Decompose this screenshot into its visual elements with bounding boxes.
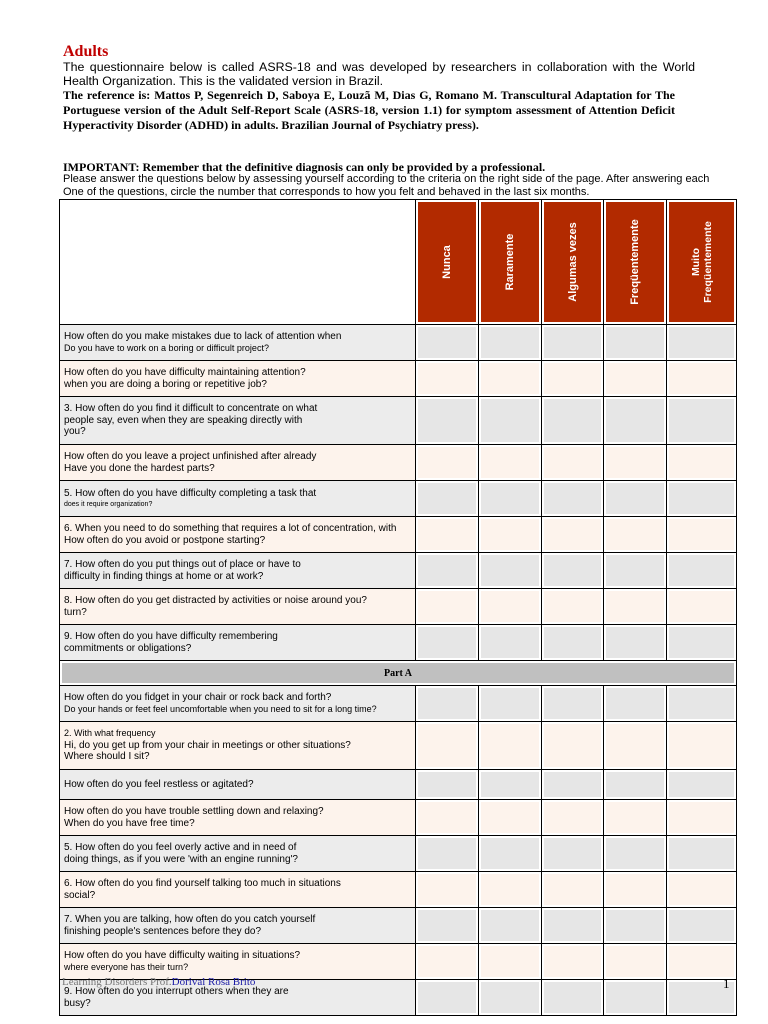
question-text xyxy=(60,361,416,397)
question-line: 9. How often do you have difficulty remembering xyxy=(64,631,278,642)
answer-cell[interactable] xyxy=(604,553,667,589)
answer-cell[interactable] xyxy=(604,445,667,481)
answer-cell[interactable] xyxy=(479,397,542,445)
answer-cell[interactable] xyxy=(542,686,604,722)
answer-cell[interactable] xyxy=(542,553,604,589)
question-text xyxy=(60,517,416,553)
question-row xyxy=(60,481,737,517)
question-line: commitments or obligations? xyxy=(64,642,192,654)
answer-cell[interactable] xyxy=(479,589,542,625)
column-header: Nunca xyxy=(416,200,479,325)
answer-cell[interactable] xyxy=(416,397,479,445)
answer-cell[interactable] xyxy=(667,872,737,908)
answer-cell[interactable] xyxy=(416,445,479,481)
answer-cell[interactable] xyxy=(416,980,479,1016)
answer-cell[interactable] xyxy=(542,800,604,836)
question-text xyxy=(60,686,416,722)
answer-cell[interactable] xyxy=(667,625,737,661)
answer-cell[interactable] xyxy=(667,908,737,944)
question-row xyxy=(60,908,737,944)
answer-cell[interactable] xyxy=(479,770,542,800)
answer-cell[interactable] xyxy=(479,872,542,908)
question-row xyxy=(60,397,737,445)
answer-cell[interactable] xyxy=(416,836,479,872)
answer-cell[interactable] xyxy=(479,325,542,361)
question-text xyxy=(60,944,416,980)
answer-cell[interactable] xyxy=(479,625,542,661)
question-line: How often do you avoid or postpone starting? xyxy=(64,534,266,546)
question-line: Hi, do you get up from your chair in meetings or other situations? xyxy=(64,739,351,751)
answer-cell[interactable] xyxy=(542,589,604,625)
answer-cell[interactable] xyxy=(479,445,542,481)
answer-cell[interactable] xyxy=(667,481,737,517)
answer-cell[interactable] xyxy=(542,397,604,445)
answer-cell[interactable] xyxy=(416,589,479,625)
answer-cell[interactable] xyxy=(604,517,667,553)
important-note: IMPORTANT: Remember that the definitive diagnosis can only be provided by a professional. xyxy=(63,160,546,174)
answer-cell[interactable] xyxy=(667,589,737,625)
answer-cell[interactable] xyxy=(542,481,604,517)
answer-cell[interactable] xyxy=(479,800,542,836)
question-row xyxy=(60,722,737,770)
question-line: where everyone has their turn? xyxy=(64,961,189,972)
answer-cell[interactable] xyxy=(604,980,667,1016)
answer-cell[interactable] xyxy=(479,686,542,722)
question-text xyxy=(60,800,416,836)
column-header: Algumas vezes xyxy=(542,200,604,325)
column-header: Raramente xyxy=(479,200,542,325)
answer-cell[interactable] xyxy=(479,553,542,589)
question-line: Have you done the hardest parts? xyxy=(64,462,215,474)
answer-cell[interactable] xyxy=(542,944,604,980)
answer-cell[interactable] xyxy=(604,686,667,722)
answer-cell[interactable] xyxy=(542,517,604,553)
question-row xyxy=(60,944,737,980)
page-title: Adults xyxy=(63,43,109,60)
answer-cell[interactable] xyxy=(604,361,667,397)
question-line: social? xyxy=(64,889,96,901)
part-a-label: Part A xyxy=(60,661,737,686)
answer-cell[interactable] xyxy=(604,589,667,625)
question-row xyxy=(60,686,737,722)
answer-cell[interactable] xyxy=(604,625,667,661)
answer-cell[interactable] xyxy=(542,770,604,800)
answer-cell[interactable] xyxy=(542,625,604,661)
answer-cell[interactable] xyxy=(604,944,667,980)
question-text xyxy=(60,770,416,800)
question-line: 9. How often do you interrupt others when they are xyxy=(64,986,289,997)
column-header: Muito Freqüentemente xyxy=(667,200,737,325)
question-text xyxy=(60,481,416,517)
answer-cell[interactable] xyxy=(667,800,737,836)
question-line: turn? xyxy=(64,606,87,618)
answer-cell[interactable] xyxy=(416,770,479,800)
answer-cell[interactable] xyxy=(604,325,667,361)
answer-cell[interactable] xyxy=(416,553,479,589)
question-line: When do you have free time? xyxy=(64,817,195,829)
question-text xyxy=(60,625,416,661)
footer xyxy=(62,976,255,988)
question-text xyxy=(60,325,416,361)
intro-paragraph: The questionnaire below is called ASRS-18 and was developed by researchers in collaboration with the World Health Organization. This is the validated version in Brazil. xyxy=(63,60,695,88)
answer-cell[interactable] xyxy=(416,517,479,553)
question-line: people say, even when they are speaking directly with xyxy=(64,414,303,426)
answer-cell[interactable] xyxy=(604,770,667,800)
answer-cell[interactable] xyxy=(667,553,737,589)
question-line: How often do you make mistakes due to lack of attention when xyxy=(64,331,342,342)
answer-cell[interactable] xyxy=(416,872,479,908)
question-line: you? xyxy=(64,426,86,438)
questionnaire-table xyxy=(59,199,737,1016)
answer-cell[interactable] xyxy=(604,722,667,770)
question-line: How often do you have trouble settling down and relaxing? xyxy=(64,806,324,817)
question-row xyxy=(60,325,737,361)
instructions-paragraph: Please answer the questions below by assessing yourself according to the criteria on the right side of the page. After answering each One of the questions, circle the number that corresponds to how you felt and behaved in the last six months. xyxy=(63,173,710,198)
answer-cell[interactable] xyxy=(416,944,479,980)
question-row xyxy=(60,517,737,553)
question-line: 2. With what frequency xyxy=(64,728,156,739)
answer-cell[interactable] xyxy=(667,770,737,800)
question-line: How often do you feel restless or agitated? xyxy=(64,778,254,790)
question-row xyxy=(60,836,737,872)
answer-cell[interactable] xyxy=(604,836,667,872)
answer-cell[interactable] xyxy=(416,686,479,722)
question-line: How often do you have difficulty waiting in situations? xyxy=(64,950,301,961)
question-row xyxy=(60,625,737,661)
answer-cell[interactable] xyxy=(542,980,604,1016)
question-line: 5. How often do you have difficulty completing a task that xyxy=(64,488,317,500)
answer-cell[interactable] xyxy=(667,397,737,445)
question-text xyxy=(60,872,416,908)
answer-cell[interactable] xyxy=(542,325,604,361)
answer-cell[interactable] xyxy=(542,836,604,872)
question-row xyxy=(60,770,737,800)
question-line: How often do you fidget in your chair or rock back and forth? xyxy=(64,692,332,703)
answer-cell[interactable] xyxy=(542,445,604,481)
answer-cell[interactable] xyxy=(667,944,737,980)
answer-cell[interactable] xyxy=(416,722,479,770)
answer-cell[interactable] xyxy=(416,908,479,944)
question-line: Where should I sit? xyxy=(64,751,150,763)
answer-cell[interactable] xyxy=(479,836,542,872)
question-text xyxy=(60,553,416,589)
answer-cell[interactable] xyxy=(604,872,667,908)
question-line: does it require organization? xyxy=(64,500,153,508)
answer-cell[interactable] xyxy=(479,722,542,770)
question-line: difficulty in finding things at home or at work? xyxy=(64,570,264,582)
answer-cell[interactable] xyxy=(542,361,604,397)
question-row xyxy=(60,553,737,589)
question-line: busy? xyxy=(64,997,91,1009)
answer-cell[interactable] xyxy=(667,722,737,770)
answer-cell[interactable] xyxy=(604,800,667,836)
answer-cell[interactable] xyxy=(416,325,479,361)
answer-cell[interactable] xyxy=(479,944,542,980)
answer-cell[interactable] xyxy=(479,361,542,397)
question-line: 7. How often do you put things out of place or have to xyxy=(64,559,301,570)
question-text xyxy=(60,397,416,445)
question-line: Do your hands or feet feel uncomfortable when you need to sit for a long time? xyxy=(64,703,377,714)
answer-cell[interactable] xyxy=(667,686,737,722)
question-row xyxy=(60,872,737,908)
question-text xyxy=(60,836,416,872)
question-text xyxy=(60,722,416,770)
question-line: Do you have to work on a boring or difficult project? xyxy=(64,342,269,353)
footer-author: Dorival Rosa Brito xyxy=(171,976,256,988)
answer-cell[interactable] xyxy=(604,481,667,517)
question-line: How often do you have difficulty maintaining attention? xyxy=(64,367,306,378)
question-line: 3. How often do you find it difficult to concentrate on what xyxy=(64,403,318,415)
answer-cell[interactable] xyxy=(604,397,667,445)
answer-cell[interactable] xyxy=(416,800,479,836)
question-line: 6. How often do you find yourself talking too much in situations xyxy=(64,878,341,889)
question-row xyxy=(60,361,737,397)
answer-cell[interactable] xyxy=(667,325,737,361)
answer-cell[interactable] xyxy=(479,517,542,553)
answer-cell[interactable] xyxy=(667,361,737,397)
answer-cell[interactable] xyxy=(667,517,737,553)
reference-paragraph: The reference is: Mattos P, Segenreich D, Saboya E, Louzã M, Dias G, Romano M. Transcultural Adaptation for The Portuguese version of the Adult Self-Report Scale (ASRS-18, version 1.1) for symptom assessment of Attention Deficit Hyperactivity Disorder (ADHD) in adults. Brazilian Journal of Psychiatry press). xyxy=(63,88,675,132)
column-header: Freqüentemente xyxy=(604,200,667,325)
question-line: 5. How often do you feel overly active and in need of xyxy=(64,842,297,853)
answer-cell[interactable] xyxy=(479,481,542,517)
question-row xyxy=(60,800,737,836)
answer-cell[interactable] xyxy=(479,908,542,944)
page-number: 1 xyxy=(723,976,730,991)
part-a-row xyxy=(60,661,737,686)
question-line: doing things, as if you were 'with an engine running'? xyxy=(64,853,298,865)
answer-cell[interactable] xyxy=(542,872,604,908)
question-line: 7. When you are talking, how often do you catch yourself xyxy=(64,914,316,925)
question-row xyxy=(60,589,737,625)
answer-cell[interactable] xyxy=(416,481,479,517)
answer-cell[interactable] xyxy=(604,908,667,944)
question-line: when you are doing a boring or repetitive job? xyxy=(64,378,267,390)
question-line: How often do you leave a project unfinished after already xyxy=(64,451,317,462)
question-row xyxy=(60,445,737,481)
answer-cell[interactable] xyxy=(479,980,542,1016)
answer-cell[interactable] xyxy=(416,625,479,661)
question-text xyxy=(60,589,416,625)
question-line: 6. When you need to do something that requires a lot of concentration, with xyxy=(64,523,397,534)
answer-cell[interactable] xyxy=(667,836,737,872)
question-text xyxy=(60,445,416,481)
question-text xyxy=(60,908,416,944)
answer-cell[interactable] xyxy=(542,908,604,944)
footer-course: Learning Disorders Prof. xyxy=(62,976,172,988)
header-blank-cell xyxy=(60,200,416,325)
question-line: finishing people's sentences before they do? xyxy=(64,925,262,937)
answer-cell[interactable] xyxy=(542,722,604,770)
answer-cell[interactable] xyxy=(416,361,479,397)
question-line: 8. How often do you get distracted by activities or noise around you? xyxy=(64,595,367,606)
answer-cell[interactable] xyxy=(667,445,737,481)
